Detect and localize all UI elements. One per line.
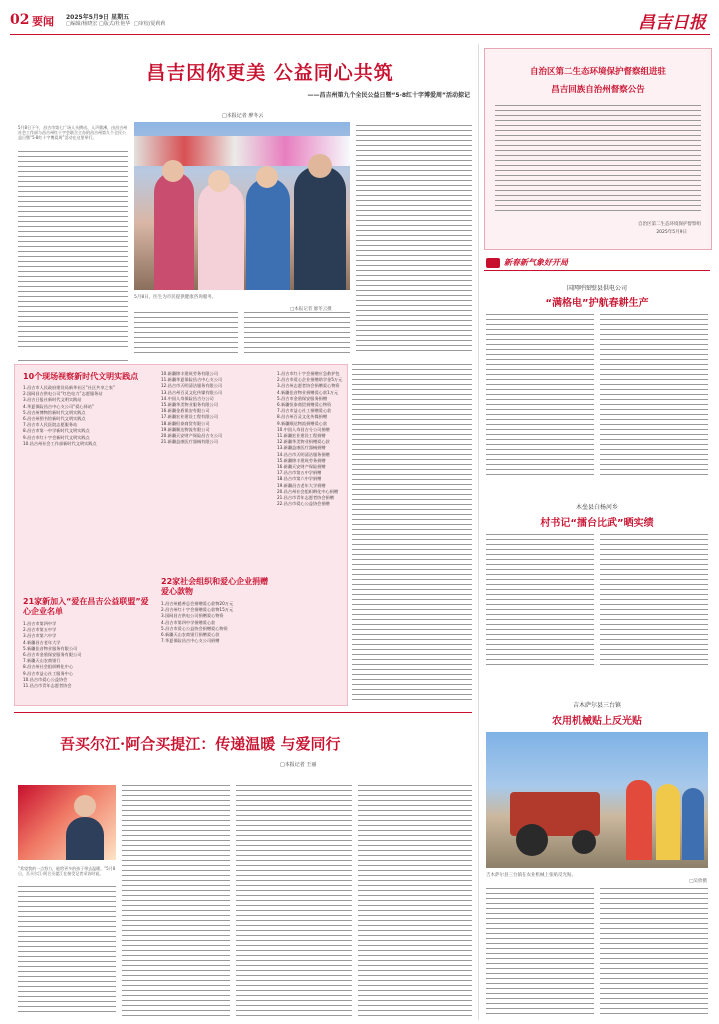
article-headline-1: “满格电”护航春耕生产 bbox=[545, 298, 649, 309]
list-item: 14.昌吉市天明清洁服务捐赠 bbox=[277, 451, 330, 457]
text-block bbox=[18, 886, 116, 1014]
text-block bbox=[134, 312, 238, 354]
list-item: 12.新疆华美物业捐赠爱心款 bbox=[277, 439, 330, 445]
photo-1-caption: 5月8日，医生为市民提供健康咨询服务。 bbox=[134, 295, 217, 300]
honor-box-title-2: 21家新加入“爱在昌吉公益联盟”爱心企业名单 bbox=[23, 597, 149, 616]
portrait-body bbox=[66, 817, 104, 860]
list-item: 20.新疆天安财产保险昌吉支公司 bbox=[161, 433, 223, 439]
list-item: 11.新疆华夏保险昌吉中心支公司 bbox=[161, 377, 223, 383]
list-item: 21.新疆益康医疗器械有限公司 bbox=[161, 439, 218, 445]
text-block bbox=[486, 888, 594, 1014]
list-item: 11.昌吉市青年志愿者协会 bbox=[23, 683, 72, 689]
list-item: 8.昌吉市第一中学新时代文明实践点 bbox=[23, 428, 90, 434]
list-item: 15.新疆锦丰建筑劳务捐赠 bbox=[277, 457, 326, 463]
list-item: 7.昌吉市益心社工捐赠爱心款 bbox=[277, 408, 332, 414]
tractor-photo bbox=[486, 732, 708, 868]
face-shape bbox=[256, 166, 278, 188]
list-item: 1.昌吉市红十字会捐赠应急救护包 bbox=[277, 371, 340, 376]
person-figure bbox=[626, 780, 652, 860]
main-article-byline: □本报记者 廖冬云 bbox=[222, 113, 264, 119]
tractor-photo-caption: 吉木萨尔县三台镇在农业机械上张贴反光贴。 bbox=[486, 873, 576, 878]
list-item: 19.新疆顺达物流有限公司 bbox=[161, 426, 210, 432]
face-shape bbox=[308, 154, 332, 178]
bottom-article-lead: “希望我的一点努力，能给更多的孩子带去温暖。”5月8日，吾买尔江·阿合买提江在接受记者采访时说。 bbox=[18, 866, 116, 876]
list-item: 13.昌吉州百灵文化传媒有限公司 bbox=[161, 389, 223, 395]
main-article-subtitle: ——昌吉州第九个全民公益日暨“5·8红十字博爱周”活动掠记 bbox=[307, 92, 470, 99]
list-item: 6.昌吉州图书馆新时代文明实践点 bbox=[23, 416, 86, 422]
list-item: 8.昌吉州百灵文化传媒捐赠 bbox=[277, 414, 328, 420]
list-item: 12.昌吉市天明清洁服务有限公司 bbox=[161, 383, 223, 389]
list-item: 9.昌吉市红十字会新时代文明实践点 bbox=[23, 434, 90, 440]
list-item: 18.新疆恒泰商贸有限公司 bbox=[161, 420, 210, 426]
header-rule bbox=[10, 34, 710, 35]
notice-signature: 自治区第二生态环境保护督察组 bbox=[638, 222, 701, 227]
text-block bbox=[486, 534, 594, 666]
main-article-photo bbox=[134, 122, 350, 290]
list-item: 4.新疆昌吉老年大学 bbox=[23, 639, 61, 645]
honor-list-5 bbox=[277, 371, 343, 701]
banner-icon bbox=[486, 258, 500, 268]
list-item: 7.昌吉市人民医院志愿服务站 bbox=[23, 422, 78, 428]
list-item: 2.昌吉市爱心企业捐赠助学金5万元 bbox=[277, 377, 343, 383]
list-item: 6.昌吉市金盾保安服务有限公司 bbox=[23, 652, 82, 658]
list-item: 21.昌吉市青年志愿者协会捐赠 bbox=[277, 495, 334, 501]
list-item: 6.新疆天山农商银行捐赠爱心款 bbox=[161, 632, 220, 638]
list-item: 10.昌吉市爱心公益协会 bbox=[23, 676, 68, 682]
list-item: 9.昌吉市益心社工服务中心 bbox=[23, 670, 74, 676]
main-article-col-3 bbox=[356, 125, 472, 353]
notice-body bbox=[495, 105, 701, 213]
bottom-article-title: 吾买尔江·阿合买提江：传递温暖 与爱同行 bbox=[60, 735, 341, 753]
text-block bbox=[486, 314, 594, 476]
honor-box-title-3: 22家社会组织和爱心企业捐赠爱心款物 bbox=[161, 577, 269, 596]
banner-text: 新春新气象好开局 bbox=[504, 258, 568, 267]
list-item: 2.昌吉州红十字会捐赠爱心款物15万元 bbox=[161, 607, 234, 613]
list-item: 6.新疆恒泰商贸捐赠爱心物资 bbox=[277, 402, 332, 408]
article-label-3: 吉木萨尔县三台镇 bbox=[572, 702, 621, 709]
eco-inspection-notice bbox=[484, 48, 712, 250]
list-item: 3.昌吉日报社新时代文明实践站 bbox=[23, 397, 82, 403]
face-shape bbox=[162, 160, 184, 182]
person-figure bbox=[198, 182, 244, 290]
text-block bbox=[600, 314, 708, 476]
person-figure bbox=[246, 178, 290, 290]
list-item: 10.昌吉州社会工作部新时代文明实践点 bbox=[23, 440, 97, 446]
list-item: 20.昌吉州社会组织孵化中心捐赠 bbox=[277, 488, 339, 494]
editors-line-1: □编辑/杨晓宏 □版式/杜艳华 bbox=[66, 21, 131, 27]
list-item: 7.新疆天山农商银行 bbox=[23, 658, 61, 664]
list-item: 8.昌吉州社会组织孵化中心 bbox=[23, 664, 74, 670]
list-item: 18.昌吉市第六中学捐赠 bbox=[277, 476, 322, 482]
list-item: 5.昌吉州博物馆新时代文明实践点 bbox=[23, 409, 86, 415]
list-item: 19.新疆昌吉老年大学捐赠 bbox=[277, 482, 326, 488]
honor-list-2 bbox=[23, 621, 153, 701]
face-shape bbox=[208, 170, 230, 192]
list-item: 3.国网昌吉供电公司捐赠爱心物资 bbox=[161, 613, 224, 619]
tractor-photo-credit: □吴欣摄 bbox=[689, 879, 707, 884]
main-article-lead: 5月8日下午，昌吉市第七广场人头攒动、人声鼎沸，由昌吉州社会工作部与昌吉州红十字会联合主办的昌吉州第九个全民公益日暨“5·8红十字博爱周”活动在这里举行。 bbox=[18, 125, 128, 140]
notice-date: 2025年5月9日 bbox=[656, 230, 687, 235]
main-article-col-1 bbox=[18, 125, 128, 353]
list-item: 5.昌吉市爱心公益协会捐赠爱心物资 bbox=[161, 625, 228, 631]
page-header bbox=[10, 10, 710, 32]
list-item: 10.新疆锦丰建筑劳务有限公司 bbox=[161, 371, 218, 376]
tractor-wheel bbox=[516, 824, 548, 856]
bottom-article-byline: □本报记者 王丽 bbox=[280, 762, 317, 768]
editors-line-2: □审校/夏莉莉 bbox=[134, 21, 166, 27]
notice-title-2: 昌吉回族自治州督察公告 bbox=[551, 85, 645, 95]
article-headline-2: 村书记“擂台比武”晒实绩 bbox=[540, 518, 654, 529]
list-item: 5.新疆佳音物业服务有限公司 bbox=[23, 645, 78, 651]
list-item: 17.昌吉市第五中学捐赠 bbox=[277, 470, 322, 476]
honor-list-1 bbox=[23, 385, 153, 493]
list-item: 5.昌吉市金盾保安服务捐赠 bbox=[277, 395, 328, 401]
text-block bbox=[600, 888, 708, 1014]
article-headline-3: 农用机械贴上反光贴 bbox=[552, 716, 642, 727]
text-block bbox=[244, 312, 350, 354]
notice-title-1: 自治区第二生态环境保护督察组进驻 bbox=[529, 67, 666, 77]
list-item: 16.新疆天安财产保险捐赠 bbox=[277, 464, 326, 470]
article-label-2: 木垒县白杨河乡 bbox=[575, 504, 618, 511]
main-article-title: 昌吉因你更美 公益同心共筑 bbox=[146, 62, 394, 84]
bottom-article-col-1 bbox=[18, 866, 116, 1016]
list-item: 16.新疆金盾保安有限公司 bbox=[161, 408, 210, 414]
list-item: 3.昌吉州志愿者协会捐赠爱心物资 bbox=[277, 383, 340, 389]
bottom-article-rule bbox=[14, 712, 472, 713]
honor-list-4 bbox=[161, 601, 271, 701]
list-item: 4.华夏保险昌吉中心支公司“爱心驿站” bbox=[23, 403, 95, 409]
text-block bbox=[18, 151, 128, 351]
list-item: 4.新疆佳音物业捐赠爱心款1万元 bbox=[277, 389, 339, 395]
honor-list-3 bbox=[161, 371, 271, 461]
portrait-photo bbox=[18, 785, 116, 860]
photo-2-credit: □本报记者 廖冬云摄 bbox=[290, 307, 332, 312]
list-item: 1.昌吉市第四中学 bbox=[23, 621, 57, 626]
list-item: 13.新疆益康医疗器械捐赠 bbox=[277, 445, 326, 451]
list-item: 2.国网昌吉供电公司“红色电力”志愿服务站 bbox=[23, 391, 103, 397]
person-figure bbox=[682, 788, 704, 860]
list-item: 15.新疆华美物业服务有限公司 bbox=[161, 402, 218, 408]
text-block bbox=[358, 785, 472, 1016]
person-figure bbox=[656, 784, 680, 860]
text-block bbox=[122, 785, 230, 1016]
page-number: 02 bbox=[10, 12, 30, 28]
list-item: 17.新疆宏业建设工程有限公司 bbox=[161, 414, 218, 420]
person-figure bbox=[294, 166, 346, 290]
list-item: 22.昌吉市爱心公益协会捐赠 bbox=[277, 501, 330, 507]
list-item: 11.新疆宏业建设工程捐赠 bbox=[277, 433, 326, 439]
section-banner bbox=[484, 256, 710, 271]
portrait-head bbox=[74, 795, 96, 817]
issue-date: 2025年5月9日 星期五 bbox=[66, 14, 130, 21]
section-name: 要闻 bbox=[32, 15, 54, 28]
person-figure bbox=[154, 172, 194, 290]
list-item: 3.昌吉市第六中学 bbox=[23, 633, 57, 639]
text-block bbox=[236, 785, 352, 1016]
text-block bbox=[352, 364, 472, 704]
list-item: 10.中国人寿昌吉分公司捐赠 bbox=[277, 426, 330, 432]
list-item: 9.新疆顺达物流捐赠爱心款 bbox=[277, 420, 328, 426]
text-block bbox=[600, 534, 708, 666]
newspaper-logo: 昌吉日报 bbox=[638, 13, 706, 33]
list-item: 4.昌吉市第四中学捐赠爱心款 bbox=[161, 619, 216, 625]
list-item: 1.昌吉市人民政府建设局新华社区“社区共享之家” bbox=[23, 385, 116, 390]
tractor-wheel bbox=[572, 830, 596, 854]
column-divider bbox=[478, 44, 479, 1020]
honor-list-box bbox=[14, 364, 348, 706]
list-item: 14.中国人寿保险昌吉分公司 bbox=[161, 395, 214, 401]
list-item: 7.华夏保险昌吉中心支公司捐赠 bbox=[161, 638, 220, 644]
article-label-1: 国网呼图壁县供电公司 bbox=[566, 285, 627, 292]
honor-box-title-1: 10个现场视察新时代文明实践点 bbox=[23, 372, 139, 381]
text-block bbox=[356, 125, 472, 353]
list-item: 1.昌吉州慈善总会捐赠爱心款物20万元 bbox=[161, 601, 234, 606]
list-item: 2.昌吉市第五中学 bbox=[23, 627, 57, 633]
